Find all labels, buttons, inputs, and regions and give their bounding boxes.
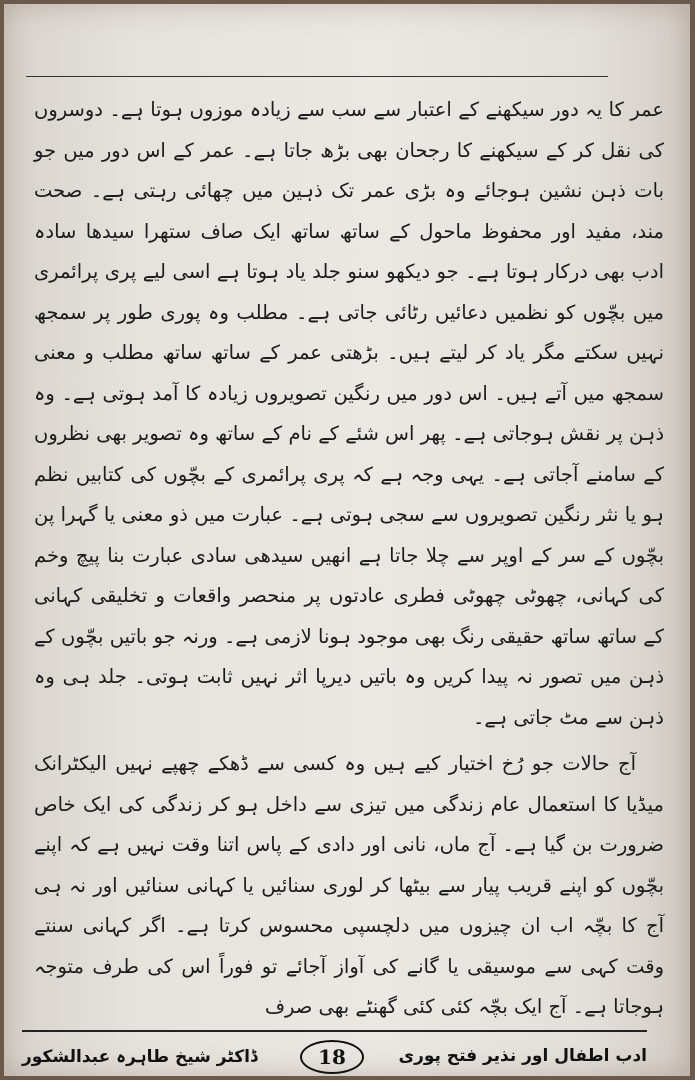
- page-number: 18: [300, 1040, 364, 1074]
- paragraph-1: عمر کا یہ دور سیکھنے کے اعتبار سے سب سے زیادہ موزوں ہوتا ہے۔ دوسروں کی نقل کر کے سیکھنے کا رجحان بھی بڑھ جاتا ہے۔ عمر کے اس دور میں جو بات ذہن نشین ہوجائے وہ بڑی عمر تک ذہین میں چھائی رہتی ہے۔ صحت مند، مفید اور محفوظ ماحول کے ساتھ ساتھ ایک صاف ستھرا سیدھا سادہ ادب بھی درکار ہوتا ہے۔ جو دیکھو سنو جلد یاد ہوتا ہے اسی لیے پری پرائمری میں بچّوں کو نظمیں دعائیں رٹائی جاتی ہے۔ مطلب وہ پوری طور پر سمجھ نہیں سکتے مگر یاد کر لیتے ہیں۔ بڑھتی عمر کے ساتھ ساتھ مطلب و معنی سمجھ میں آتے ہیں۔ اس دور میں رنگین تصویروں زیادہ کا آمد ہوتی ہے۔ وہ ذہن پر نقش ہوجاتی ہے۔ پھر اس شئے کے نام کے ساتھ وہ تصویر بھی نظروں کے سامنے آجاتی ہے۔ یہی وجہ ہے کہ پری پرائمری کے بچّوں کی کتابیں نظم ہو یا نثر رنگین تصویروں سے سجی ہوتی ہے۔ عبارت میں ذو معنی یا گہرا پن بچّوں کے سر کے اوپر سے چلا جاتا ہے انھیں سیدھی سادی عبارت بنا پیچ وخم کی کہانی، چھوٹی چھوٹی فطری عادتوں پر منحصر واقعات و تخلیقی کہانی کے ساتھ ساتھ حقیقی رنگ بھی موجود ہونا لازمی ہے۔ ورنہ جو باتیں بچّوں کے ذہن میں تصور نہ پیدا کریں وہ باتیں دیرپا اثر نہیں ثابت ہوتی۔ جلد ہی وہ ذہن سے مٹ جاتی ہے۔: [34, 98, 664, 729]
- author-name: ڈاکٹر شیخ طاہرہ عبدالشکور: [22, 1046, 258, 1067]
- body-text: [34, 90, 664, 1028]
- book-page: [4, 4, 690, 1076]
- paragraph-2: آج حالات جو رُخ اختیار کیے ہیں وہ کسی سے ڈھکے چھپے نہیں الیکٹرانک میڈیا کا استعمال عام زندگی میں تیزی سے داخل ہو کر زندگی کی ایک خاص ضرورت بن گیا ہے۔ آج ماں، نانی اور دادی کے پاس اتنا وقت نہیں ہے کہ اپنے بچّوں کو اپنے قریب پیار سے بیٹھا کر لوری سنائیں یا کہانی سنائیں اور نہ ہی آج کا بچّہ اب ان چیزوں میں دلچسپی محسوس کرتا ہے۔ اگر کہانی سنتے وقت کہی سے موسیقی یا گانے کی آواز آجائے تو فوراً اس کی طرف متوجہ ہوجاتا ہے۔ آج ایک بچّہ کئی کئی گھنٹے بھی صرف: [34, 752, 664, 1018]
- header-rule: [26, 76, 608, 77]
- book-title: ادب اطفال اور نذیر فتح پوری: [398, 1046, 647, 1066]
- footer-rule: [22, 1030, 647, 1032]
